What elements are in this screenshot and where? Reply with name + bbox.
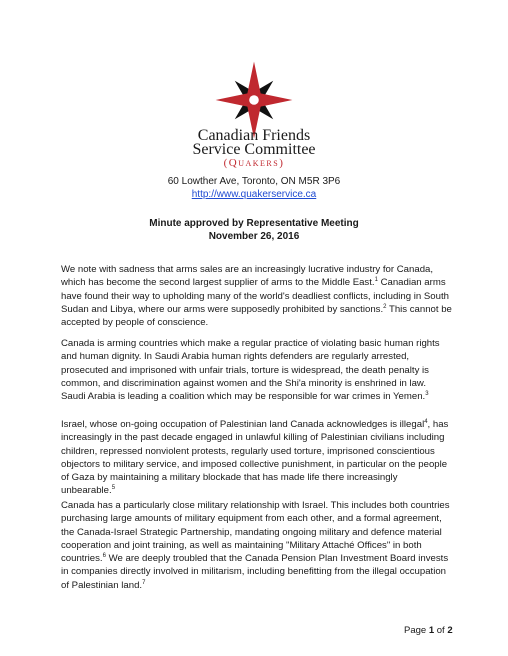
star-center [249,95,259,105]
org-name-quakers: (Quakers) [223,157,285,169]
org-name-line2: Service Committee [192,141,316,158]
body-paragraph [61,263,453,329]
paragraph-text: Canadian arms have found their way to upholding many of the world's deadliest conflicts, including in South Sudan and Libya, where our arms were supposedly prohibited by sanctions. [61,277,449,315]
org-name-line1: Canadian Friends [197,127,311,144]
body-paragraph [61,418,453,498]
footnote-ref: 6 [102,553,106,559]
paragraph-text: This cannot be accepted by people of conscience. [61,303,452,329]
website-link[interactable]: http://www.quakerservice.ca [191,189,317,200]
page-word: Page [404,625,429,636]
minute-date: November 26, 2016 [208,231,300,242]
paragraph-text: We note with sadness that arms sales are an increasingly lucrative industry for Canada, which has become the second largest supplier of arms to the Middle East. [61,264,434,289]
footnote-ref: 5 [111,485,116,492]
footnote-ref: 1 [374,277,378,284]
page-number [404,625,453,636]
paragraph-text: Canada is arming countries which make a regular practice of violating basic human rights and human dignity. In Saudi Arabia human rights defenders are regularly arrested, prosecuted and imprisoned with unfair trials, torture is widespread, the death penalty is common, and discrimination against women and the Shi'a minority is enshrined in law. Saudi Arabia is leading a coalition which may be responsible for war crimes in Yemen. [61,338,440,403]
paragraph-text: We are deeply troubled that the Canada Pension Plan Investment Board invests in companies directly involved in militarism, including benefitting from the illegal occupation of Palestinian land. [61,553,449,591]
footnote-ref: 4 [424,418,428,425]
footnote-ref: 2 [383,303,387,310]
footnote-ref: 7 [142,579,146,586]
body-paragraph [61,499,453,592]
page-current: 1 [428,625,435,636]
paragraph-text: Canada has a particularly close military relationship with Israel. This includes both countries purchasing large amounts of military equipment from each other, and a formal agreement, the Canada-Israel Strategic Partnership, mandating ongoing military and defence material cooperation and joint training, as well as maintaining "Military Attaché Offices" in both countries. [61,500,450,565]
paragraph-text: Israel, whose on-going occupation of Palestinian land Canada acknowledges is illegal [61,419,425,430]
page-total: 2 [447,625,453,636]
paragraph-text: , has increasingly in the past decade engaged in unlawful killing of Palestinian civilians including children, repressed nonviolent protests, regularly used torture, imprisoned conscientious objectors to military service, and imposed collective punishment, in particular on the people of Gaza by maintaining a military blockade that has made life there increasingly unbearable. [61,419,449,497]
body-paragraph [61,337,453,403]
street-address: 60 Lowther Ave, Toronto, ON M5R 3P6 [167,176,341,187]
page-of-word: of [434,625,448,636]
footnote-ref: 3 [425,391,429,397]
star-point [246,62,262,100]
minute-title: Minute approved by Representative Meeting [149,218,359,229]
